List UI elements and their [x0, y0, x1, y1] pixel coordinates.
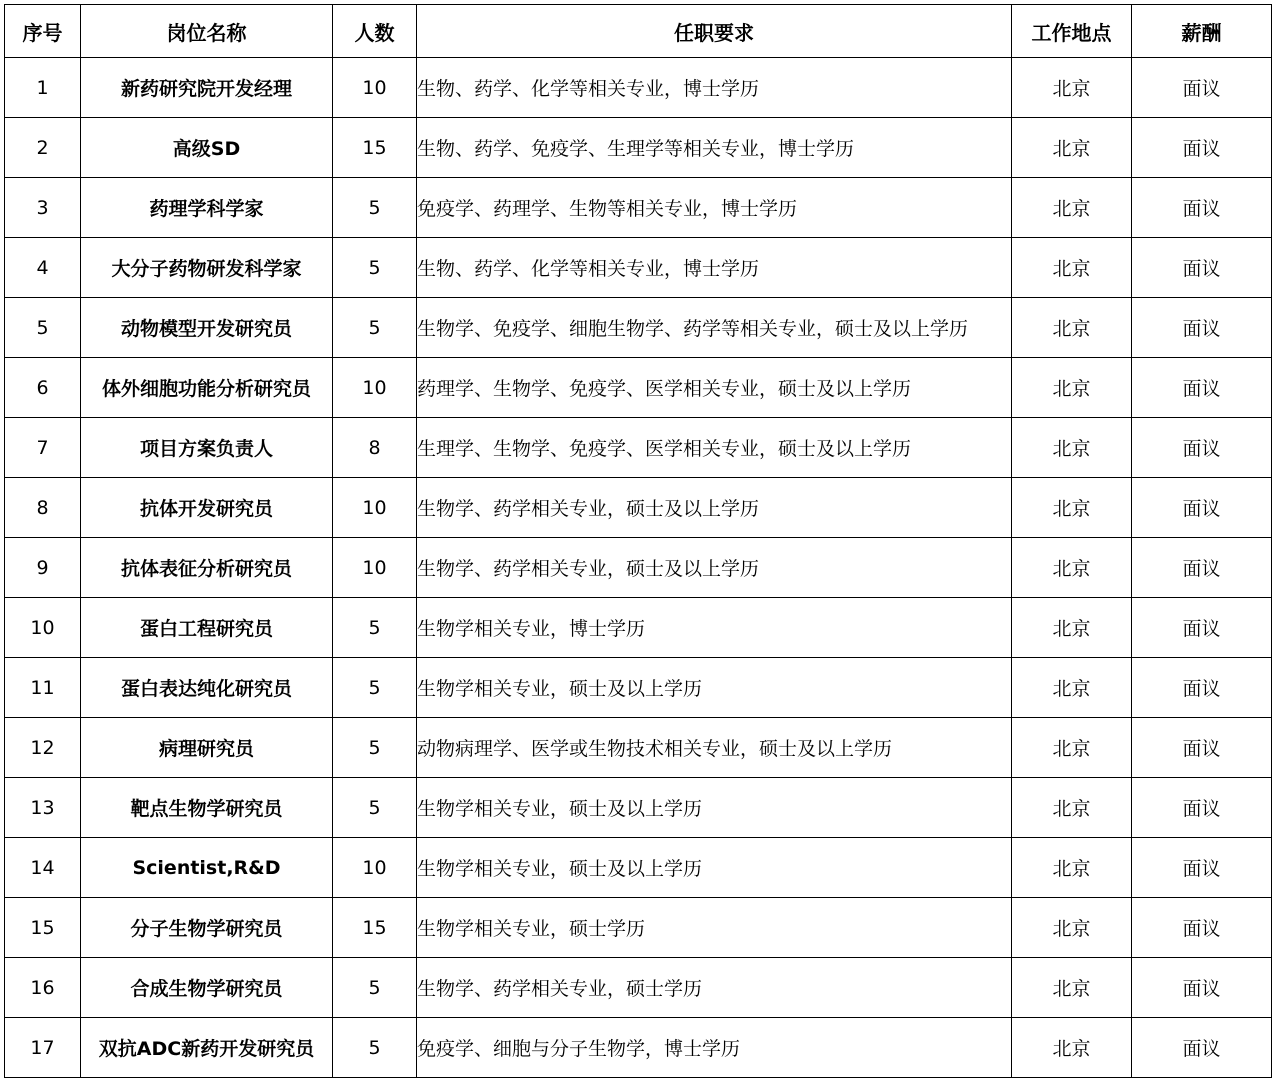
table-row [5, 178, 1272, 238]
cell-salary: 面议 [1132, 718, 1272, 778]
header-requirements: 任职要求 [417, 5, 1012, 58]
cell-no: 4 [5, 238, 81, 298]
cell-name: 分子生物学研究员 [81, 898, 333, 958]
table-row [5, 1018, 1272, 1078]
cell-no: 5 [5, 298, 81, 358]
cell-count: 10 [333, 58, 417, 118]
cell-count: 8 [333, 418, 417, 478]
table-row [5, 778, 1272, 838]
table-row [5, 718, 1272, 778]
cell-no: 13 [5, 778, 81, 838]
cell-requirements: 生物、药学、化学等相关专业，博士学历 [417, 238, 1012, 298]
cell-name: Scientist,R&D [81, 838, 333, 898]
cell-name: 新药研究院开发经理 [81, 58, 333, 118]
cell-count: 10 [333, 838, 417, 898]
header-no: 序号 [5, 5, 81, 58]
cell-no: 16 [5, 958, 81, 1018]
cell-name: 药理学科学家 [81, 178, 333, 238]
cell-location: 北京 [1012, 118, 1132, 178]
cell-salary: 面议 [1132, 538, 1272, 598]
cell-requirements: 生物学、药学相关专业，硕士及以上学历 [417, 538, 1012, 598]
cell-name: 大分子药物研发科学家 [81, 238, 333, 298]
cell-no: 3 [5, 178, 81, 238]
cell-no: 7 [5, 418, 81, 478]
cell-count: 5 [333, 778, 417, 838]
table-body [5, 58, 1272, 1078]
cell-salary: 面议 [1132, 418, 1272, 478]
header-count: 人数 [333, 5, 417, 58]
table-row [5, 298, 1272, 358]
table-row [5, 358, 1272, 418]
cell-name: 动物模型开发研究员 [81, 298, 333, 358]
cell-name: 蛋白表达纯化研究员 [81, 658, 333, 718]
cell-location: 北京 [1012, 58, 1132, 118]
cell-requirements: 免疫学、细胞与分子生物学，博士学历 [417, 1018, 1012, 1078]
cell-count: 5 [333, 958, 417, 1018]
cell-salary: 面议 [1132, 598, 1272, 658]
cell-no: 12 [5, 718, 81, 778]
cell-name: 靶点生物学研究员 [81, 778, 333, 838]
table-row [5, 478, 1272, 538]
cell-count: 5 [333, 658, 417, 718]
cell-location: 北京 [1012, 478, 1132, 538]
table-row [5, 658, 1272, 718]
table-row [5, 598, 1272, 658]
cell-location: 北京 [1012, 418, 1132, 478]
cell-salary: 面议 [1132, 778, 1272, 838]
cell-salary: 面议 [1132, 58, 1272, 118]
cell-location: 北京 [1012, 238, 1132, 298]
table-row [5, 538, 1272, 598]
cell-name: 项目方案负责人 [81, 418, 333, 478]
cell-name: 抗体表征分析研究员 [81, 538, 333, 598]
table-row [5, 418, 1272, 478]
job-listings-table [4, 4, 1272, 1078]
cell-salary: 面议 [1132, 178, 1272, 238]
cell-no: 14 [5, 838, 81, 898]
cell-salary: 面议 [1132, 118, 1272, 178]
cell-name: 病理研究员 [81, 718, 333, 778]
cell-no: 10 [5, 598, 81, 658]
header-location: 工作地点 [1012, 5, 1132, 58]
cell-salary: 面议 [1132, 658, 1272, 718]
cell-salary: 面议 [1132, 298, 1272, 358]
cell-count: 5 [333, 598, 417, 658]
header-row [5, 5, 1272, 58]
table-row [5, 238, 1272, 298]
cell-no: 8 [5, 478, 81, 538]
cell-location: 北京 [1012, 538, 1132, 598]
cell-count: 5 [333, 1018, 417, 1078]
table-row [5, 898, 1272, 958]
cell-salary: 面议 [1132, 898, 1272, 958]
table-row [5, 838, 1272, 898]
cell-no: 17 [5, 1018, 81, 1078]
cell-requirements: 生物学相关专业，硕士及以上学历 [417, 838, 1012, 898]
header-salary: 薪酬 [1132, 5, 1272, 58]
table-row [5, 118, 1272, 178]
cell-no: 9 [5, 538, 81, 598]
cell-name: 体外细胞功能分析研究员 [81, 358, 333, 418]
cell-no: 11 [5, 658, 81, 718]
cell-requirements: 生物学相关专业，硕士及以上学历 [417, 658, 1012, 718]
cell-location: 北京 [1012, 298, 1132, 358]
cell-location: 北京 [1012, 598, 1132, 658]
cell-requirements: 生物、药学、免疫学、生理学等相关专业，博士学历 [417, 118, 1012, 178]
cell-no: 1 [5, 58, 81, 118]
cell-no: 2 [5, 118, 81, 178]
cell-requirements: 生物学、药学相关专业，硕士学历 [417, 958, 1012, 1018]
cell-count: 15 [333, 118, 417, 178]
cell-name: 蛋白工程研究员 [81, 598, 333, 658]
cell-requirements: 生物学相关专业，硕士及以上学历 [417, 778, 1012, 838]
cell-count: 5 [333, 178, 417, 238]
cell-salary: 面议 [1132, 358, 1272, 418]
cell-salary: 面议 [1132, 958, 1272, 1018]
cell-no: 15 [5, 898, 81, 958]
header-name: 岗位名称 [81, 5, 333, 58]
cell-salary: 面议 [1132, 238, 1272, 298]
cell-requirements: 免疫学、药理学、生物等相关专业，博士学历 [417, 178, 1012, 238]
cell-count: 10 [333, 478, 417, 538]
cell-salary: 面议 [1132, 1018, 1272, 1078]
cell-requirements: 生物学、免疫学、细胞生物学、药学等相关专业，硕士及以上学历 [417, 298, 1012, 358]
cell-location: 北京 [1012, 178, 1132, 238]
cell-count: 5 [333, 718, 417, 778]
cell-name: 抗体开发研究员 [81, 478, 333, 538]
cell-requirements: 药理学、生物学、免疫学、医学相关专业，硕士及以上学历 [417, 358, 1012, 418]
cell-requirements: 生物学相关专业，硕士学历 [417, 898, 1012, 958]
cell-name: 高级SD [81, 118, 333, 178]
cell-no: 6 [5, 358, 81, 418]
cell-requirements: 生理学、生物学、免疫学、医学相关专业，硕士及以上学历 [417, 418, 1012, 478]
cell-requirements: 生物学、药学相关专业，硕士及以上学历 [417, 478, 1012, 538]
cell-count: 15 [333, 898, 417, 958]
cell-location: 北京 [1012, 898, 1132, 958]
cell-salary: 面议 [1132, 838, 1272, 898]
cell-requirements: 生物学相关专业，博士学历 [417, 598, 1012, 658]
cell-location: 北京 [1012, 1018, 1132, 1078]
cell-location: 北京 [1012, 658, 1132, 718]
cell-name: 双抗ADC新药开发研究员 [81, 1018, 333, 1078]
cell-name: 合成生物学研究员 [81, 958, 333, 1018]
cell-location: 北京 [1012, 358, 1132, 418]
cell-location: 北京 [1012, 838, 1132, 898]
cell-requirements: 生物、药学、化学等相关专业，博士学历 [417, 58, 1012, 118]
cell-location: 北京 [1012, 718, 1132, 778]
table-row [5, 958, 1272, 1018]
cell-location: 北京 [1012, 958, 1132, 1018]
table-row [5, 58, 1272, 118]
cell-count: 5 [333, 298, 417, 358]
cell-requirements: 动物病理学、医学或生物技术相关专业，硕士及以上学历 [417, 718, 1012, 778]
cell-location: 北京 [1012, 778, 1132, 838]
cell-count: 10 [333, 358, 417, 418]
cell-salary: 面议 [1132, 478, 1272, 538]
cell-count: 10 [333, 538, 417, 598]
cell-count: 5 [333, 238, 417, 298]
